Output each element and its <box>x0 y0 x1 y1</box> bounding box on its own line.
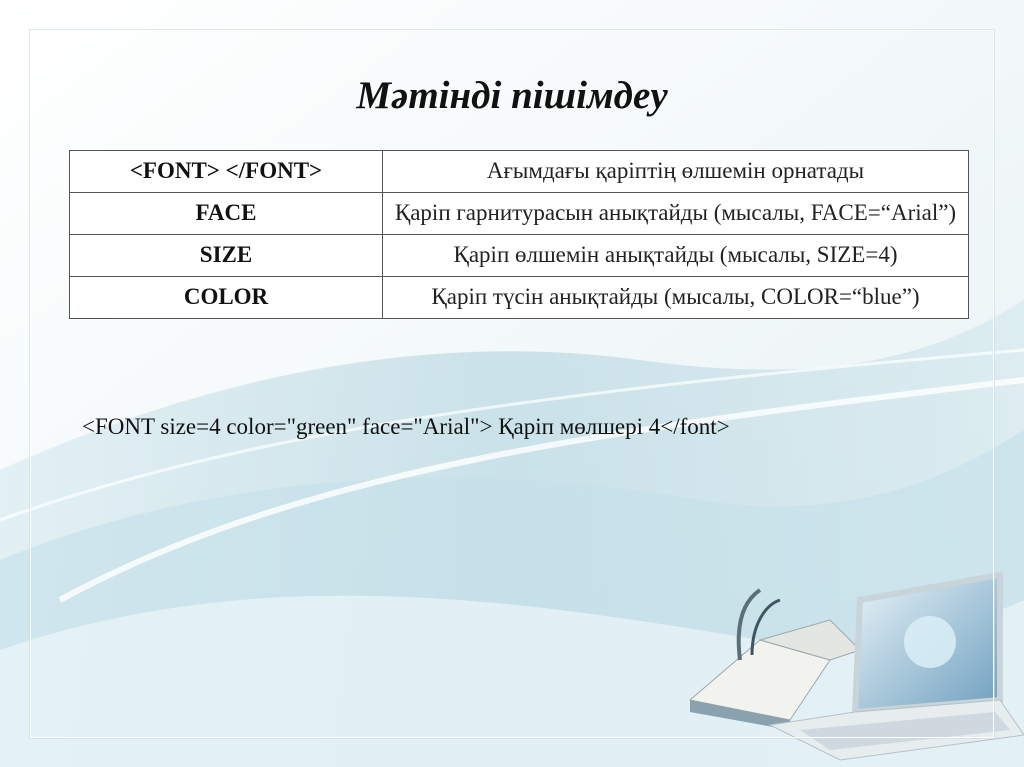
table-cell-tag: FACE <box>70 193 383 235</box>
table-cell-tag: <FONT> </FONT> <box>70 151 383 193</box>
table-cell-tag: SIZE <box>70 235 383 277</box>
table-cell-description: Қаріп өлшемін анықтайды (мысалы, SIZE=4) <box>383 235 969 277</box>
table-row <box>70 277 969 319</box>
font-attributes-table <box>69 150 969 319</box>
table-cell-tag: COLOR <box>70 277 383 319</box>
code-example: <FONT size=4 color="green" face="Arial"> Қаріп мөлшері 4</font> <box>82 414 730 439</box>
slide-title: Мәтінді пішімдеу <box>356 74 668 117</box>
table-row <box>70 235 969 277</box>
table-row <box>70 193 969 235</box>
table-cell-description: Қаріп түсін анықтайды (мысалы, COLOR=“blue”) <box>383 277 969 319</box>
table-cell-description: Қаріп гарнитурасын анықтайды (мысалы, FACE=“Arial”) <box>383 193 969 235</box>
table-row <box>70 151 969 193</box>
slide-frame <box>30 30 994 738</box>
table-cell-description: Ағымдағы қаріптің өлшемін орнатады <box>383 151 969 193</box>
